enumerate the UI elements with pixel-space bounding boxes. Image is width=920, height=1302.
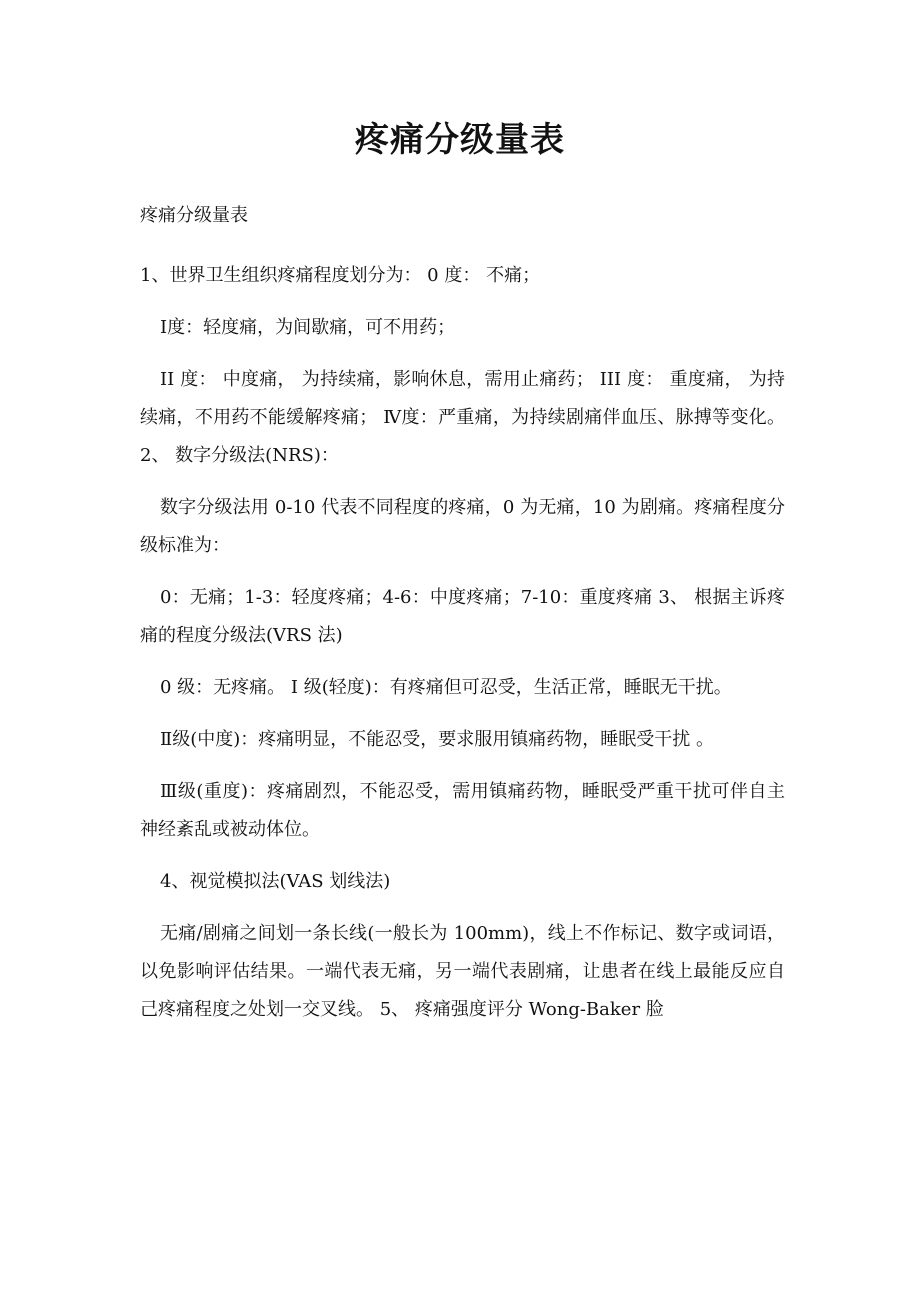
paragraph-vrs-grade-0-1: 0 级：无疼痛。 I 级(轻度)：有疼痛但可忍受，生活正常，睡眠无干扰。	[160, 677, 732, 698]
paragraph-grade-2-3-4: II 度： 中度痛， 为持续痛，影响休息，需用止痛药； III 度： 重度痛， 为持续痛，不用药不能缓解疼痛； Ⅳ度：严重痛，为持续剧痛伴血压、脉搏等变化。 2、 数字分级法(NRS)：	[140, 369, 785, 466]
paragraph-subtitle: 疼痛分级量表	[140, 205, 248, 226]
paragraph-vas-description: 无痛/剧痛之间划一条长线(一般长为 100mm)，线上不作标记、数字或词语，以免影响评估结果。一端代表无痛，另一端代表剧痛，让患者在线上最能反应自己疼痛程度之处划一交叉线。 5、 疼痛强度评分 Wong-Baker 脸	[140, 923, 785, 1020]
paragraph-nrs-description: 数字分级法用 0-10 代表不同程度的疼痛，0 为无痛，10 为剧痛。疼痛程度分级标准为：	[140, 497, 785, 556]
paragraph-grade-1: Ⅰ度：轻度痛，为间歇痛，可不用药；	[160, 317, 456, 338]
paragraph-nrs-scale: 0：无痛；1-3：轻度疼痛；4-6：中度疼痛；7-10：重度疼痛 3、 根据主诉疼痛的程度分级法(VRS 法)	[140, 587, 785, 646]
document-body	[140, 197, 785, 1029]
paragraph-who-grading: 1、世界卫生组织疼痛程度划分为： 0 度： 不痛；	[140, 265, 541, 286]
paragraph-vrs-grade-3: Ⅲ级(重度)：疼痛剧烈，不能忍受，需用镇痛药物，睡眠受严重干扰可伴自主神经紊乱或被动体位。	[140, 781, 785, 840]
paragraph-vas-heading: 4、视觉模拟法(VAS 划线法)	[160, 871, 391, 892]
document-title: 疼痛分级量表	[355, 120, 565, 160]
paragraph-vrs-grade-2: Ⅱ级(中度)：疼痛明显，不能忍受，要求服用镇痛药物，睡眠受干扰 。	[160, 729, 714, 750]
